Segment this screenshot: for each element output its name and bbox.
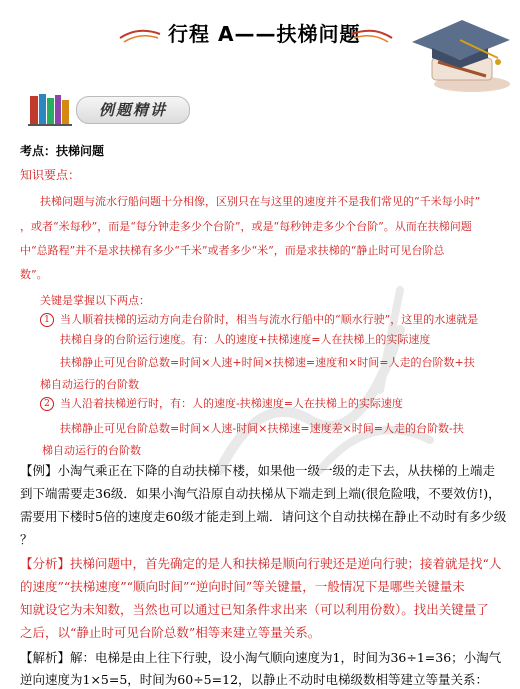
section-banner-label: 例题精讲 bbox=[76, 96, 190, 124]
analysis-line: 【分析】扶梯问题中，首先确定的是人和扶梯是顺向行驶还是逆向行驶；接着就是找“人 bbox=[20, 556, 502, 571]
point-2-formula: 梯自动运行的台阶数 bbox=[42, 444, 141, 457]
point-text: 当人沿着扶梯逆行时，有：人的速度-扶梯速度=人在扶梯上的实际速度 bbox=[60, 397, 403, 410]
graduation-cap-icon bbox=[402, 14, 512, 94]
watermark bbox=[200, 270, 480, 490]
knowledge-text-line: 数”。 bbox=[20, 268, 48, 281]
point-1-line bbox=[40, 311, 478, 327]
point-1-formula: 梯自动运行的台阶数 bbox=[40, 378, 139, 391]
books-icon bbox=[28, 92, 72, 126]
solution-line: 【解析】解：电梯是由上往下行驶，设小淘气顺向速度为1，时间为36÷1=36；小淘气 bbox=[20, 650, 502, 665]
example-line: 需要用下楼时5倍的速度走60级才能走到上端．请问这个自动扶梯在静止不动时有多少级 bbox=[20, 509, 507, 524]
key-points-heading: 关键是掌握以下两点： bbox=[40, 294, 150, 307]
circled-number-1: 1 bbox=[40, 313, 54, 327]
knowledge-text-line: 中“总路程”并不是求扶梯有多少“千米”或者多少“米”，而是求扶梯的“静止时可见台阶总 bbox=[20, 244, 445, 257]
page-title: 行程 A——扶梯问题 bbox=[168, 22, 361, 46]
right-swoosh-decoration bbox=[350, 24, 394, 44]
knowledge-text-line: ，或者“米每秒”，而是“每分钟走多少个台阶”，或是“每秒钟走多少个台阶”。从而在扶梯问题 bbox=[20, 220, 472, 233]
analysis-line: 的速度”“扶梯速度”“顺向时间”“逆向时间”等关键量，一般情况下是哪些关键量未 bbox=[20, 579, 465, 594]
example-line: ？ bbox=[20, 532, 33, 547]
knowledge-heading: 知识要点： bbox=[20, 168, 81, 182]
point-text: 当人顺着扶梯的运动方向走台阶时，相当与流水行船中的“顺水行驶”，这里的水速就是 bbox=[60, 313, 479, 326]
point-2-formula: 扶梯静止可见台阶总数=时间×人速-时间×扶梯速=速度差×时间=人走的台阶数-扶 bbox=[60, 422, 464, 435]
header bbox=[0, 14, 520, 50]
analysis-line: 之后，以“静止时可见台阶总数”相等来建立等量关系。 bbox=[20, 625, 321, 640]
point-1-formula: 扶梯静止可见台阶总数=时间×人速+时间×扶梯速=速度和×时间=人走的台阶数+扶 bbox=[60, 356, 475, 369]
example-line: 到下端需要走36级．如果小淘气沿原自动扶梯从下端走到上端(很危险哦，不要效仿!)， bbox=[20, 486, 501, 501]
topic-label: 考点：扶梯问题 bbox=[20, 144, 105, 158]
circled-number-2: 2 bbox=[40, 397, 54, 411]
section-banner bbox=[28, 92, 198, 128]
point-1-line: 扶梯自身的台阶运行速度。有：人的速度+扶梯速度=人在扶梯上的实际速度 bbox=[60, 333, 431, 346]
analysis-line: 知就设它为未知数，当然也可以通过已知条件求出来（可以利用份数）。找出关键量了 bbox=[20, 602, 489, 617]
example-line: 【例】小淘气乘正在下降的自动扶梯下楼，如果他一级一级的走下去，从扶梯的上端走 bbox=[20, 463, 496, 478]
knowledge-text-line: 扶梯问题与流水行船问题十分相像，区别只在与这里的速度并不是我们常见的“千米每小时” bbox=[40, 195, 481, 208]
solution-line: 逆向速度为1×5=5，时间为60÷5=12，以静止不动时电梯级数相等建立等量关系： bbox=[20, 672, 489, 687]
point-2-line bbox=[40, 395, 403, 411]
left-swoosh-decoration bbox=[118, 24, 162, 44]
